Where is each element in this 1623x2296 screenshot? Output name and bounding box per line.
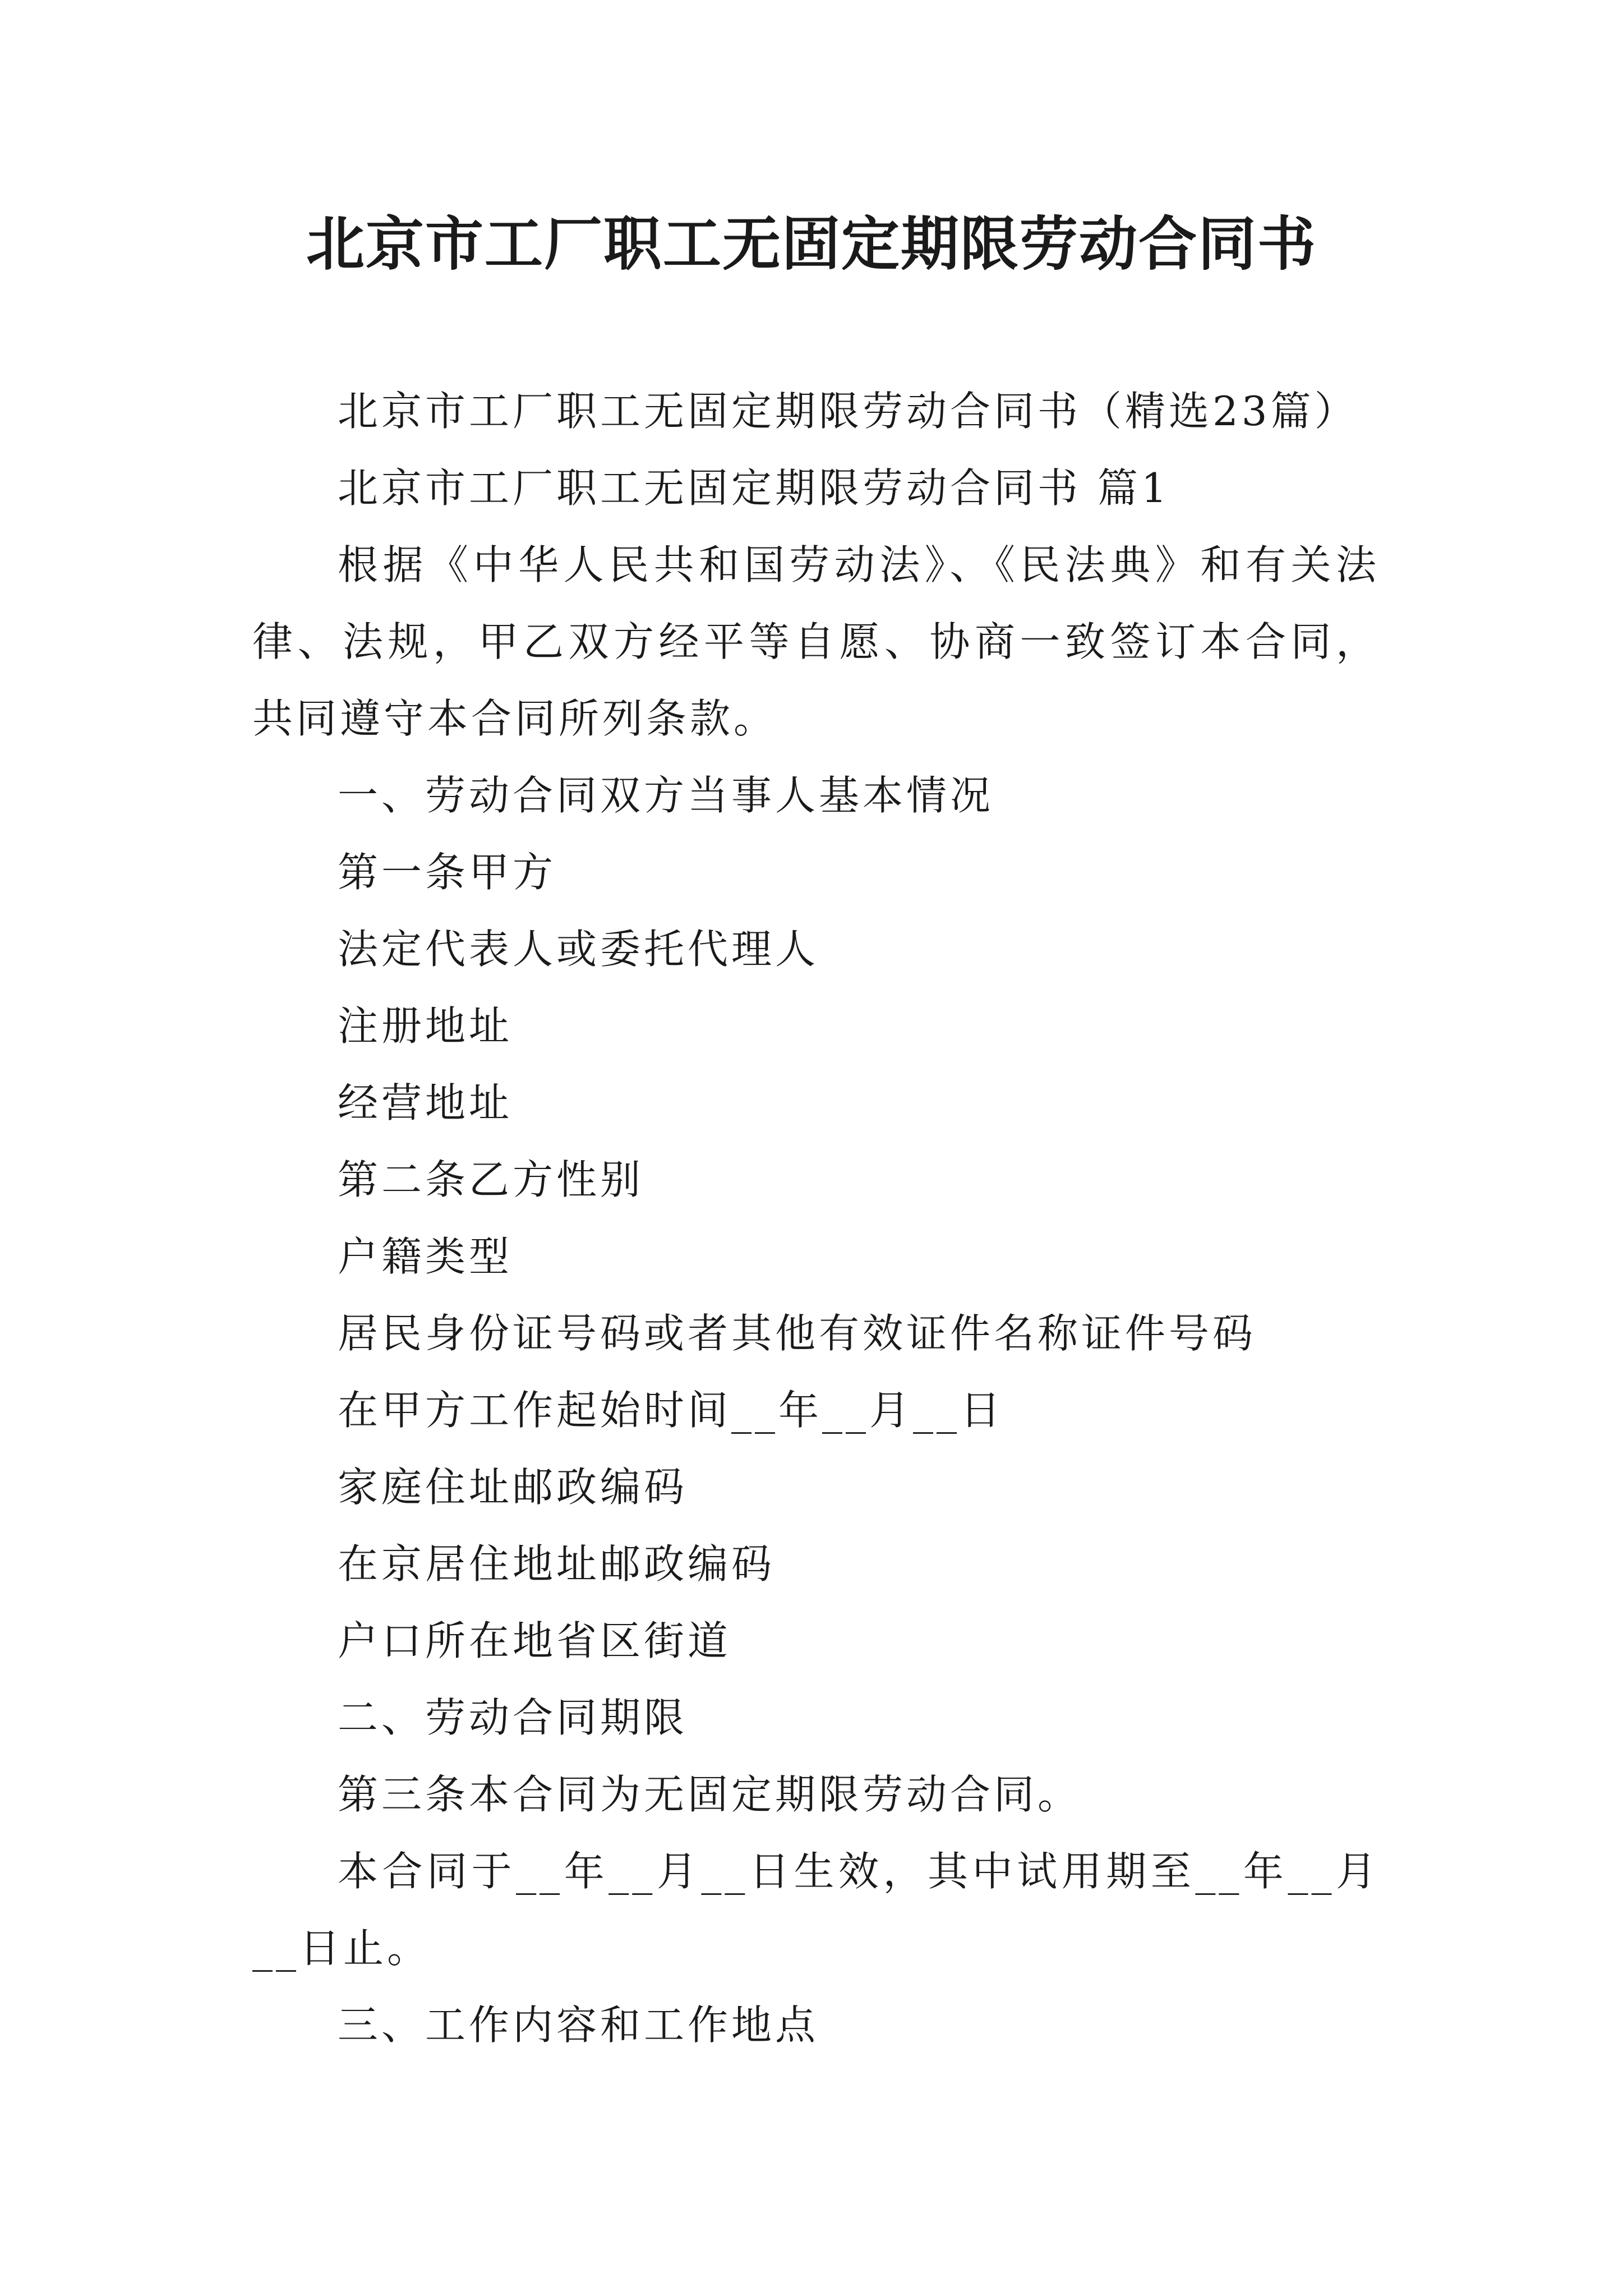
paragraph-hukou-location: 户口所在地省区街道	[338, 1617, 732, 1664]
paragraph-heading-1: 一、劳动合同双方当事人基本情况	[338, 772, 994, 819]
paragraph-id-number: 居民身份证号码或者其他有效证件名称证件号码	[338, 1310, 1257, 1357]
paragraph-registered-address: 注册地址	[338, 1002, 513, 1050]
paragraph-article-1: 第一条甲方	[338, 849, 557, 896]
paragraph-effective-date: 本合同于__年__月__日生效，其中试用期至__年__月__日止。	[252, 1848, 1380, 1972]
paragraph-legal-representative: 法定代表人或委托代理人	[338, 926, 819, 973]
paragraph-article-2: 第二条乙方性别	[338, 1156, 644, 1203]
paragraph-beijing-address: 在京居住地址邮政编码	[338, 1540, 776, 1588]
paragraph-subtitle: 北京市工厂职工无固定期限劳动合同书（精选23篇）	[338, 388, 1358, 435]
paragraph-home-address: 家庭住址邮政编码	[338, 1464, 688, 1511]
document-body	[252, 373, 1380, 2064]
paragraph-business-address: 经营地址	[338, 1079, 513, 1126]
paragraph-start-date: 在甲方工作起始时间__年__月__日	[338, 1387, 1004, 1434]
paragraph-article-3: 第三条本合同为无固定期限劳动合同。	[338, 1771, 1082, 1818]
document-title: 北京市工厂职工无固定期限劳动合同书	[306, 209, 1317, 278]
paragraph-section-heading: 北京市工厂职工无固定期限劳动合同书 篇1	[338, 464, 1170, 512]
paragraph-preamble: 根据《中华人民共和国劳动法》、《民法典》和有关法律、法规，甲乙双方经平等自愿、协商一致签订本合同，共同遵守本合同所列条款。	[252, 541, 1380, 742]
paragraph-household-type: 户籍类型	[338, 1233, 513, 1280]
paragraph-heading-2: 二、劳动合同期限	[338, 1694, 688, 1741]
paragraph-heading-3: 三、工作内容和工作地点	[338, 2001, 819, 2049]
